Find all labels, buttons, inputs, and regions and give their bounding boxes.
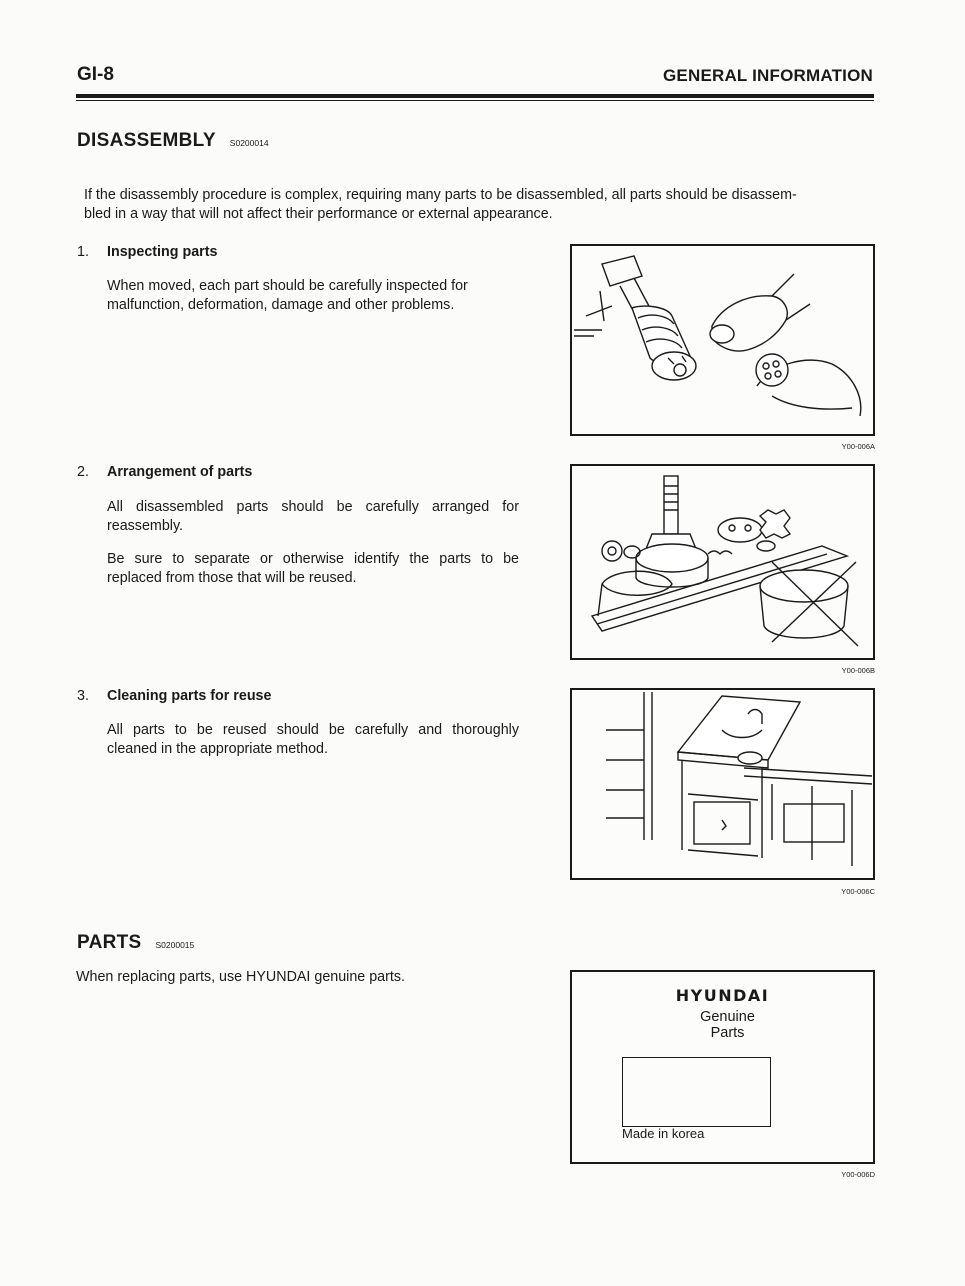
text-line: cleaned in the appropriate method.	[107, 741, 328, 757]
disassembly-intro	[84, 186, 797, 224]
disassembly-title: DISASSEMBLY	[77, 130, 216, 151]
figure-genuine-parts-label	[570, 970, 875, 1164]
hyundai-logo: HYUNDAI	[675, 986, 770, 1005]
step-1-title: Inspecting parts	[107, 244, 218, 260]
made-in-text: Made in korea	[622, 1126, 705, 1141]
running-title: GENERAL INFORMATION	[663, 66, 873, 85]
step-3-title: Cleaning parts for reuse	[107, 688, 272, 704]
step-1-number: 1.	[77, 244, 89, 260]
disassembly-code: S0200014	[229, 138, 269, 148]
figure-code-d: Y00-006D	[841, 1170, 875, 1179]
parts-title: PARTS	[77, 932, 142, 953]
label-blank-box	[622, 1057, 771, 1127]
header-rule-thin	[76, 100, 874, 101]
parts-code: S0200015	[155, 940, 195, 950]
text-line: malfunction, deformation, damage and other problems.	[107, 297, 455, 313]
figure-arrangement-of-parts	[570, 464, 875, 660]
text-line: All parts to be reused should be carefully and thoroughly	[107, 722, 519, 738]
text-line: When moved, each part should be carefully inspected for	[107, 278, 468, 294]
step-1-text	[107, 277, 519, 315]
page-number: GI-8	[77, 64, 114, 85]
text-line: replaced from those that will be reused.	[107, 570, 357, 586]
step-2-text-1	[107, 498, 519, 536]
figure-code-a: Y00-006A	[841, 442, 875, 451]
intro-line: bled in a way that will not affect their performance or external appearance.	[84, 206, 553, 222]
step-2-text-2	[107, 550, 519, 588]
parts-text: When replacing parts, use HYUNDAI genuine parts.	[76, 969, 405, 985]
figure-code-c: Y00-006C	[841, 887, 875, 896]
genuine-parts-text	[572, 1009, 883, 1041]
figure-cleaning-parts	[570, 688, 875, 880]
disassembly-heading	[77, 130, 269, 152]
parts-heading	[77, 932, 194, 954]
intro-line: If the disassembly procedure is complex, requiring many parts to be disassembled, all parts should be disassem-	[84, 187, 797, 203]
figure-code-b: Y00-006B	[841, 666, 875, 675]
step-2-title: Arrangement of parts	[107, 464, 253, 480]
header-rule	[76, 94, 874, 98]
text-line: Be sure to separate or otherwise identify the parts to be	[107, 551, 519, 567]
step-3-number: 3.	[77, 688, 89, 704]
label-line: Parts	[710, 1025, 745, 1041]
step-3-text	[107, 721, 519, 759]
text-line: reassembly.	[107, 518, 184, 534]
text-line: All disassembled parts should be carefully arranged for	[107, 499, 519, 515]
label-line: Genuine	[700, 1009, 755, 1025]
step-2-number: 2.	[77, 464, 89, 480]
figure-inspecting-parts	[570, 244, 875, 436]
